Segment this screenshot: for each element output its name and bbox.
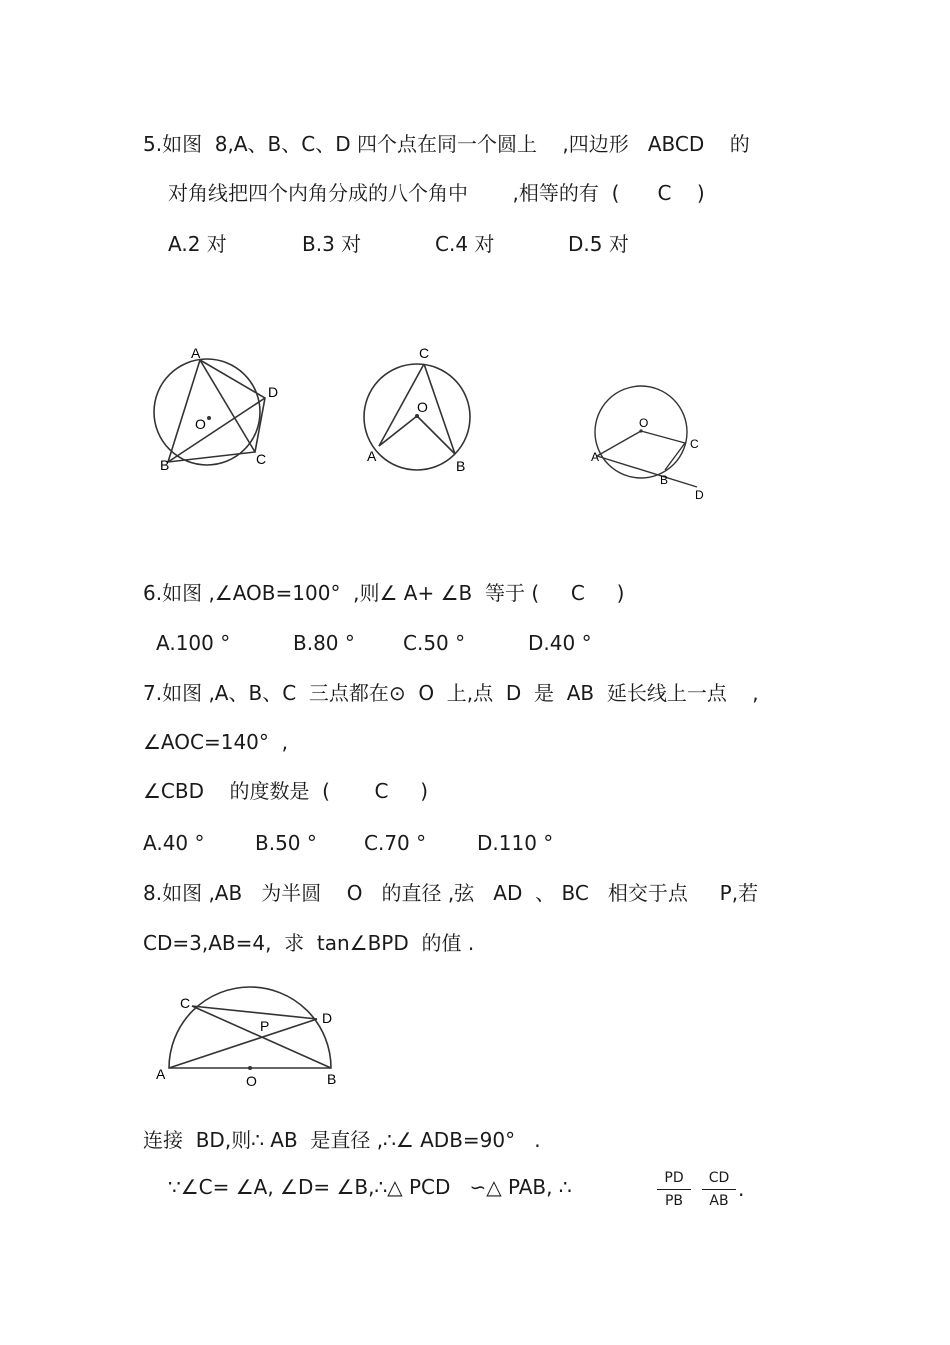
frac2-bar [702,1189,736,1190]
q7-option-a: A.40 ° [143,831,205,855]
q6-option-d: D.40 ° [528,631,592,655]
frac2-numerator: CD [708,1170,730,1186]
q5-option-c: C.4 对 [435,232,495,256]
q7-option-c: C.70 ° [364,831,427,855]
solution-line1: 连接 BD,则∴ AB 是直径 ,∴∠ ADB=90° . [143,1128,541,1152]
q5-line1: 5.如图 8,A、B、C、D 四个点在同一个圆上 ,四边形 ABCD 的 [143,132,750,156]
fig3-label-c: C [690,437,699,451]
fig2-label-b: B [456,458,466,474]
fig4-label-d: D [322,1010,333,1026]
q7-option-d: D.110 ° [477,831,554,855]
fig3-label-a: A [591,450,600,464]
q8-line1: 8.如图 ,AB 为半圆 O 的直径 ,弦 AD 、 BC 相交于点 P,若 [143,881,759,905]
fig1-label-a: A [191,345,201,361]
fig4-label-c: C [180,995,191,1011]
fig4-label-a: A [156,1066,166,1082]
fig1-label-d: D [268,384,279,400]
figure-exterior-angle [585,380,715,505]
q8-line2: CD=3,AB=4, 求 tan∠BPD 的值 . [143,931,475,955]
q5-option-a: A.2 对 [168,232,227,256]
frac1-denominator: PB [664,1193,684,1209]
frac1-numerator: PD [664,1170,684,1186]
fig3-label-o: O [639,416,649,430]
fig2-label-o: O [417,399,428,415]
q7-line1: 7.如图 ,A、B、C 三点都在⊙ O 上,点 D 是 AB 延长线上一点 , [143,681,759,705]
figure-cyclic-quadrilateral [140,340,300,475]
fig1-label-c: C [256,451,267,467]
q6-line1: 6.如图 ,∠AOB=100° ,则∠ A+ ∠B 等于 ( C ) [143,581,625,605]
figure-central-angle [355,340,485,475]
fig4-label-p: P [260,1018,270,1034]
q5-option-b: B.3 对 [302,232,362,256]
fig4-label-o: O [246,1073,257,1089]
frac1-bar [657,1189,691,1190]
fraction-pd-pb [657,1170,691,1209]
q7-option-b: B.50 ° [255,831,317,855]
frac2-denominator: AB [709,1193,729,1209]
q7-line2: ∠AOC=140° , [143,730,288,754]
q6-option-b: B.80 ° [293,631,355,655]
solution-line2: ∵∠C= ∠A, ∠D= ∠B,∴△ PCD ∽△ PAB, ∴ [168,1175,572,1199]
fig1-label-o: O [195,416,206,432]
q6-option-a: A.100 ° [156,631,231,655]
figure-semicircle [150,980,350,1095]
q5-line2: 对角线把四个内角分成的八个角中 ,相等的有 ( C ) [168,181,705,205]
fig2-label-c: C [419,345,430,361]
fig3-label-d: D [695,488,704,502]
solution-end-period: . [738,1177,745,1201]
fig1-label-b: B [160,457,170,473]
fig2-label-a: A [367,448,377,464]
q6-option-c: C.50 ° [403,631,466,655]
fraction-cd-ab [702,1170,736,1209]
fig3-label-b: B [660,473,669,487]
fig4-label-b: B [327,1071,337,1087]
q5-option-d: D.5 对 [568,232,629,256]
q7-line3: ∠CBD 的度数是 ( C ) [143,779,429,803]
